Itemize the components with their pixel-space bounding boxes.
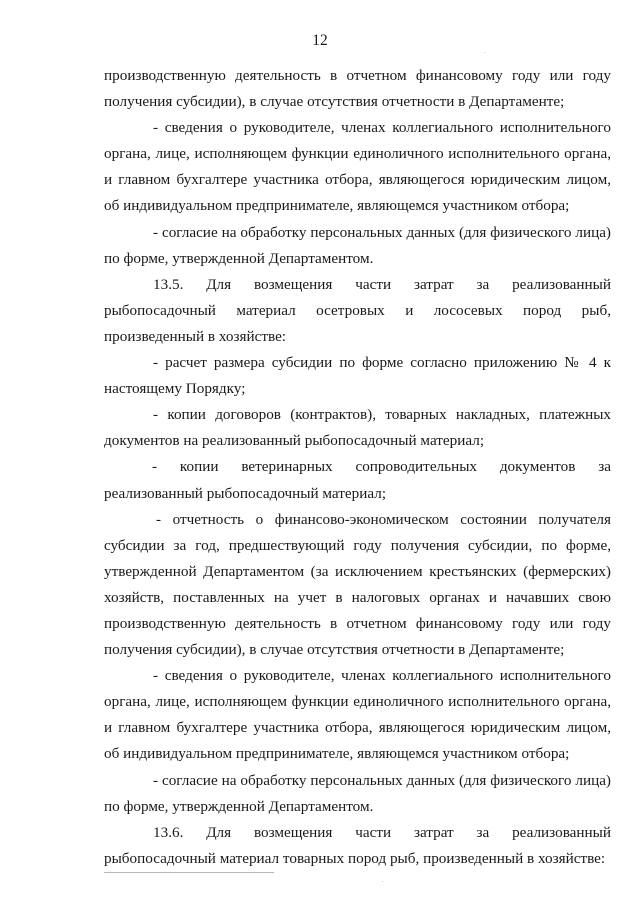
paragraph-section-13-5: 13.5. Для возмещения части затрат за реализованный рыбопосадочный материал осетровых и лососевых пород рыб, произведенный в хозяйстве: — [104, 275, 611, 345]
word: документов — [499, 458, 576, 476]
paragraph-section-13-6: 13.6. Для возмещения части затрат за реализованный рыбопосадочный материал товарных пород рыб, произведенный в хозяйстве: — [104, 823, 611, 867]
word: ветеринарных — [241, 458, 333, 476]
paragraph-contract-copies: - копии договоров (контрактов), товарных накладных, платежных документов на реализованный рыбопосадочный материал; — [104, 406, 611, 450]
paragraph-veterinary-documents — [104, 454, 611, 506]
paragraph-subsidy-calculation: - расчет размера субсидии по форме согласно приложению № 4 к настоящему Порядку; — [104, 354, 611, 398]
document-body — [104, 63, 611, 872]
paragraph-continuation: производственную деятельность в отчетном финансовому году или году получения субсидии), в случае отсутствия отчетности в Департаменте; — [104, 67, 611, 111]
word: - — [152, 458, 158, 476]
word: сопроводительных — [355, 458, 477, 476]
veterinary-line-2: реализованный рыбопосадочный материал; — [104, 484, 387, 502]
word: за — [598, 458, 611, 476]
scan-artifact — [382, 881, 383, 882]
paragraph-manager-info: - сведения о руководителе, членах коллегиального исполнительного органа, лице, исполняющем функции единоличного исполнительного органа, и главном бухгалтере участника отбора, являющегося юридическим лицом, об индивидуальном предпринимателе, являющемся участником отбора; — [104, 119, 611, 215]
page-number: 12 — [312, 32, 328, 49]
paragraph-manager-info-2: - сведения о руководителе, членах коллегиального исполнительного органа, лице, исполняющем функции единоличного исполнительного органа, и главном бухгалтере участника отбора, являющегося юридическим лицом, об индивидуальном предпринимателе, являющемся участником отбора; — [104, 667, 611, 763]
footer-rule — [104, 872, 274, 873]
paragraph-personal-data-consent-2: - согласие на обработку персональных данных (для физического лица) по форме, утвержденной Департаментом. — [104, 771, 611, 815]
paragraph-financial-report: - отчетность о финансово-экономическом состоянии получателя субсидии за год, предшествующий году получения субсидии, по форме, утвержденной Департаментом (за исключением крестьянских (фермерских) хозяйств, поставленных на учет в налоговых органах и начавших свою производственную деятельность в отчетном финансовому году или году получения субсидии), в случае отсутствия отчетности в Департаменте; — [104, 510, 611, 659]
word: копии — [179, 458, 219, 476]
veterinary-line-1 — [104, 454, 611, 480]
scan-artifact — [484, 52, 485, 53]
paragraph-personal-data-consent: - согласие на обработку персональных данных (для физического лица) по форме, утвержденной Департаментом. — [104, 223, 611, 267]
